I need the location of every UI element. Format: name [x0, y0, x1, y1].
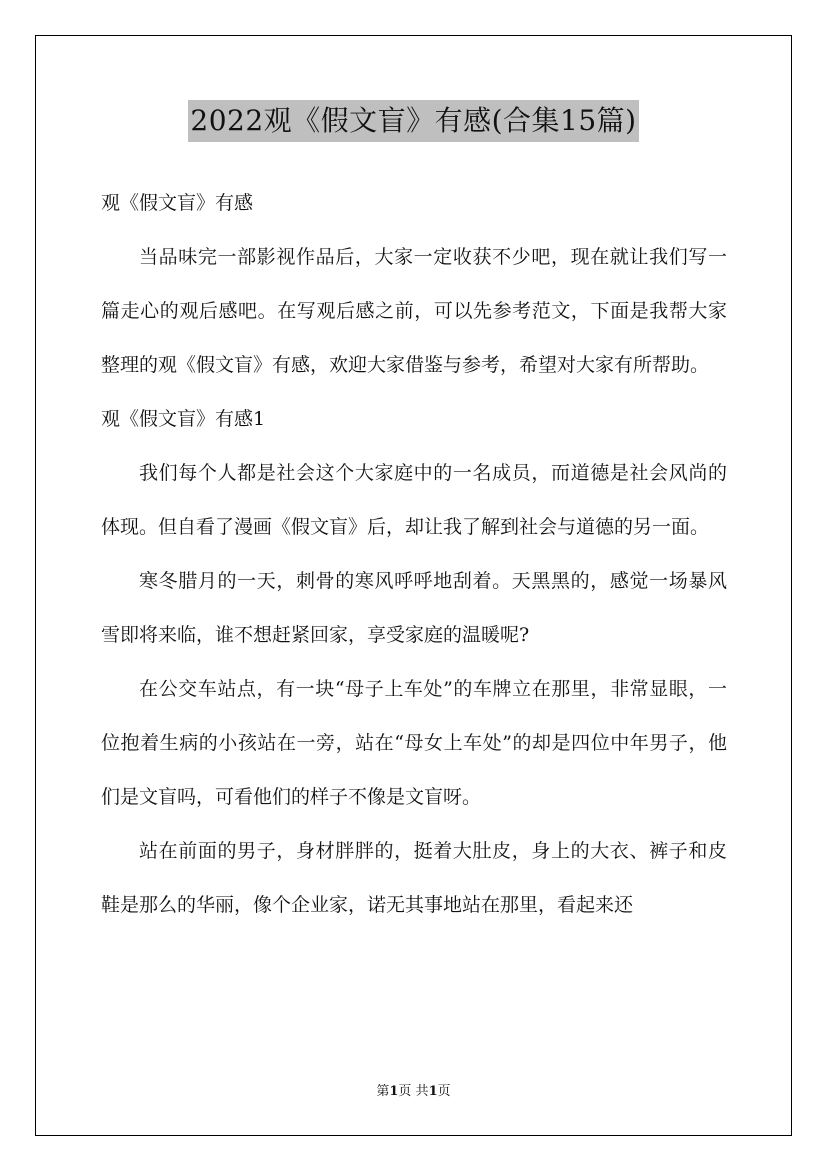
section-heading: 观《假文盲》有感 — [101, 192, 254, 214]
body-paragraph: 当品味完一部影视作品后，大家一定收获不少吧，现在就让我们写一篇走心的观后感吧。在写观后感之前，可以先参考范文，下面是我帮大家整理的观《假文盲》有感，欢迎大家借鉴与参考，希望对大家有所帮助。 — [101, 246, 727, 376]
body-paragraph: 站在前面的男子，身材胖胖的，挺着大肚皮，身上的大衣、裤子和皮鞋是那么的华丽，像个企业家，诺无其事地站在那里，看起来还 — [101, 840, 727, 916]
page-total: 1 — [428, 1084, 438, 1099]
body-paragraph: 我们每个人都是社会这个大家庭中的一名成员，而道德是社会风尚的体现。但自看了漫画《假文盲》后，却让我了解到社会与道德的另一面。 — [101, 462, 727, 538]
page-suffix: 页 — [437, 1084, 451, 1099]
page-footer — [0, 1082, 827, 1102]
body-paragraph: 寒冬腊月的一天，刺骨的寒风呼呼地刮着。天黑黑的，感觉一场暴风雪即将来临，谁不想赶紧回家，享受家庭的温暖呢? — [101, 570, 727, 646]
section-heading: 观《假文盲》有感1 — [101, 408, 266, 430]
document-title: 2022观《假文盲》有感(合集15篇) — [188, 100, 638, 142]
page-current: 1 — [389, 1084, 399, 1099]
document-body — [101, 176, 727, 932]
body-paragraph: 在公交车站点，有一块“母子上车处”的车牌立在那里，非常显眼，一位抱着生病的小孩站在一旁，站在“母女上车处”的却是四位中年男子，他们是文盲吗，可看他们的样子不像是文盲呀。 — [101, 678, 727, 808]
page-mid: 页 共 — [398, 1084, 429, 1099]
page-prefix: 第 — [376, 1084, 390, 1099]
title-container — [0, 100, 827, 142]
